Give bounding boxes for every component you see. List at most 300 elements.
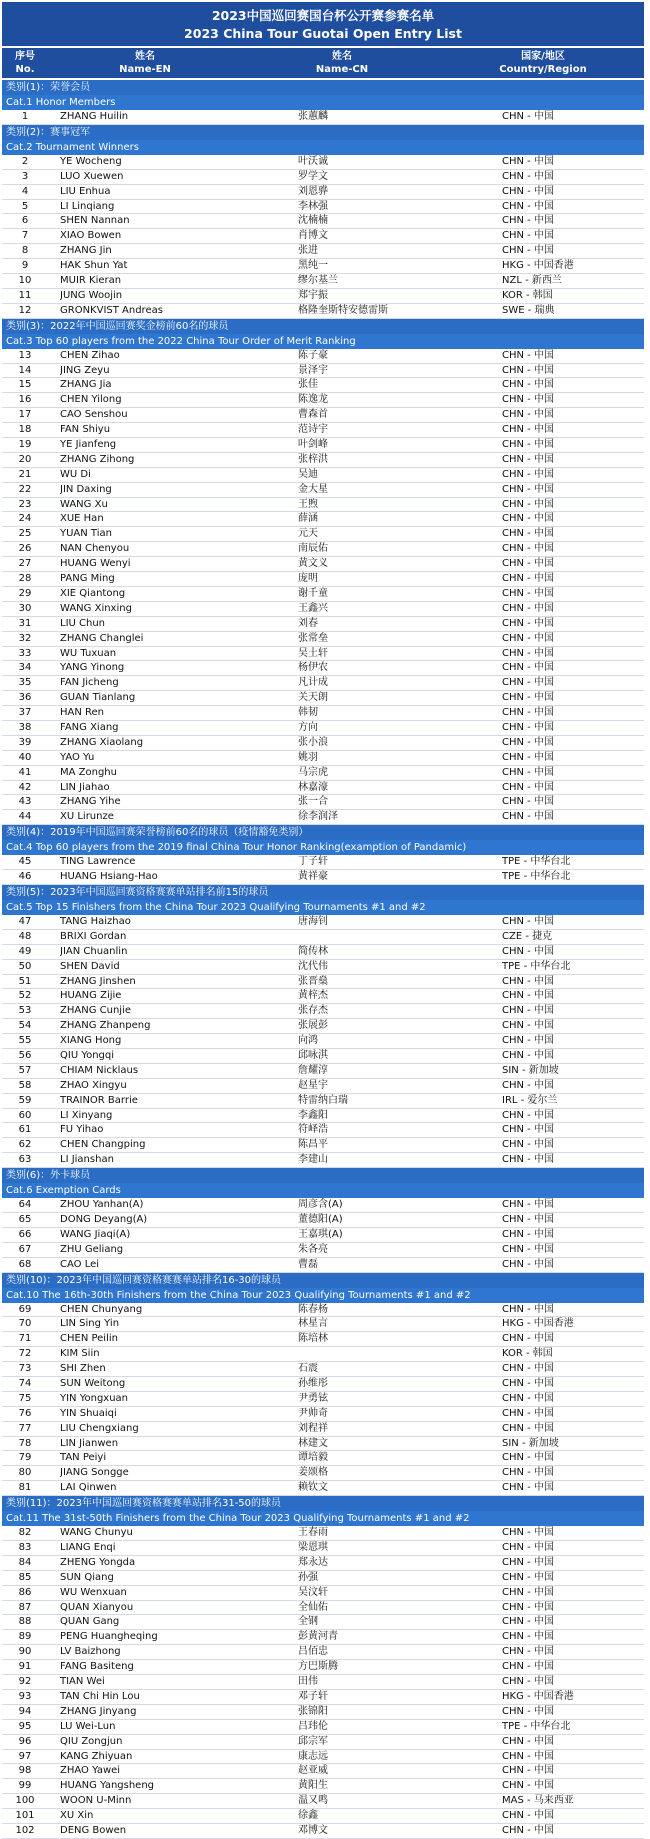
entry-number: 77	[18, 1422, 32, 1434]
player-country: CHN - 中国	[502, 1363, 554, 1375]
player-name-cn: 元天	[298, 527, 478, 541]
player-country: CHN - 中国	[502, 409, 554, 421]
table-row	[2, 572, 644, 587]
player-country: CHN - 中国	[502, 364, 554, 376]
table-row	[2, 766, 644, 781]
player-name-en: WANG Xu	[60, 498, 108, 510]
table-row	[2, 155, 644, 170]
player-name-cn: 林星言	[298, 1317, 478, 1331]
entry-number: 84	[18, 1556, 32, 1568]
table-row	[2, 1675, 644, 1690]
player-country: CHN - 中国	[502, 1571, 554, 1583]
table-row	[2, 498, 644, 513]
table-row	[2, 1451, 644, 1466]
player-country: CHN - 中国	[502, 513, 554, 525]
entry-number: 73	[18, 1363, 32, 1375]
player-name-cn: 邱咏淇	[298, 1049, 478, 1063]
table-row	[2, 185, 644, 200]
player-country: CHN - 中国	[502, 1705, 554, 1717]
category-heading-en: Cat.10 The 16th-30th Finishers from the China Tour 2023 Qualifying Tournaments #1 and #2	[2, 1288, 644, 1303]
player-name-en: WANG Chunyu	[60, 1527, 133, 1539]
player-name-cn: 方向	[298, 721, 478, 735]
player-name-cn: 吴汶轩	[298, 1586, 478, 1600]
table-row	[2, 1004, 644, 1019]
player-country: CHN - 中国	[502, 349, 554, 361]
entry-number: 22	[18, 483, 32, 495]
player-name-cn: 薛涵	[298, 512, 478, 526]
player-name-en: MUIR Kieran	[60, 275, 122, 287]
entry-number: 25	[18, 528, 32, 540]
player-country: CHN - 中国	[502, 1333, 554, 1345]
player-country: CHN - 中国	[502, 736, 554, 748]
table-row	[2, 945, 644, 960]
player-name-cn	[298, 1347, 478, 1361]
player-name-cn: 叶沃诚	[298, 155, 478, 169]
player-name-cn: 杨伊农	[298, 661, 478, 675]
player-country: CHN - 中国	[502, 1214, 554, 1225]
player-country: CHN - 中国	[502, 1616, 554, 1628]
player-name-en: ZHU Geliang	[60, 1243, 124, 1255]
player-name-en: ZHANG Changlei	[60, 632, 144, 644]
player-name-en: TING Lawrence	[60, 856, 136, 868]
entry-number: 62	[18, 1139, 32, 1151]
header-country-cn: 国家/地区	[521, 51, 565, 62]
header-number-cn: 序号	[15, 51, 35, 62]
player-name-en: ZHANG Zhanpeng	[60, 1020, 151, 1032]
entry-number: 9	[21, 260, 29, 272]
player-country: CHN - 中国	[502, 1258, 554, 1270]
player-name-cn: 温又鸣	[298, 1794, 478, 1808]
player-name-en: YAO Yu	[60, 751, 95, 763]
table-row	[2, 289, 644, 304]
player-country: CHN - 中国	[502, 1646, 554, 1658]
table-row	[2, 274, 644, 289]
player-name-en: TIAN Wei	[60, 1676, 105, 1688]
player-name-en: XU Xin	[60, 1810, 94, 1822]
entry-number: 23	[18, 498, 32, 510]
entry-number: 87	[18, 1601, 32, 1613]
player-name-en: FAN Shiyu	[60, 424, 111, 436]
player-name-cn: 景泽宇	[298, 364, 478, 378]
player-name-cn: 陈昌平	[298, 1138, 478, 1152]
player-country: CHN - 中国	[502, 483, 554, 495]
table-row	[2, 1109, 644, 1124]
table-row	[2, 1019, 644, 1034]
player-country: CHN - 中国	[502, 1139, 554, 1151]
player-country: CHN - 中国	[502, 379, 554, 391]
player-name-en: WU Tuxuan	[60, 647, 117, 659]
entry-number: 7	[21, 230, 29, 242]
player-name-cn: 林建文	[298, 1437, 478, 1451]
player-name-cn: 向鸿	[298, 1034, 478, 1048]
table-row	[2, 960, 644, 975]
player-name-en: SUN Qiang	[60, 1571, 114, 1583]
player-country: CHN - 中国	[502, 543, 554, 555]
player-country: CHN - 中国	[502, 498, 554, 510]
table-row	[2, 855, 644, 870]
table-row	[2, 602, 644, 617]
table-row	[2, 691, 644, 706]
player-name-en: HUANG Wenyi	[60, 558, 131, 570]
category-heading-en: Cat.1 Honor Members	[2, 95, 644, 110]
player-name-en: ZHANG Jinshen	[60, 975, 136, 987]
player-name-cn: 姜颂格	[298, 1466, 478, 1480]
table-row	[2, 259, 644, 274]
player-country: CHN - 中国	[502, 439, 554, 451]
entry-number: 86	[18, 1586, 32, 1598]
table-row	[2, 1526, 644, 1541]
entry-number: 96	[18, 1735, 32, 1747]
entry-number: 80	[18, 1467, 32, 1479]
entry-number: 27	[18, 558, 32, 570]
entry-number: 70	[18, 1318, 32, 1330]
player-country: CHN - 中国	[502, 1154, 554, 1166]
category-heading-cn: 类别(10)：2023年中国巡回赛资格赛赛单站排名16-30的球员	[2, 1273, 644, 1288]
player-name-cn: 郑永达	[298, 1556, 478, 1570]
player-country: CHN - 中国	[502, 573, 554, 585]
player-name-en: TRAINOR Barrie	[60, 1094, 138, 1106]
table-row	[2, 1243, 644, 1258]
player-name-cn: 康志远	[298, 1750, 478, 1764]
player-name-cn: 刘程祥	[298, 1422, 478, 1436]
entry-number: 99	[18, 1780, 32, 1792]
player-name-en: HAK Shun Yat	[60, 260, 128, 272]
entry-number: 11	[18, 289, 32, 301]
header-name-cn	[242, 50, 442, 80]
table-row	[2, 1347, 644, 1362]
player-country: MAS - 马来西亚	[502, 1795, 574, 1807]
player-name-en: FANG Basiteng	[60, 1661, 134, 1673]
entry-number: 33	[18, 647, 32, 659]
player-name-en: WANG Jiaqi(A)	[60, 1228, 131, 1240]
table-row	[2, 632, 644, 647]
table-row	[2, 349, 644, 364]
player-country: KOR - 韩国	[502, 1348, 553, 1360]
player-country: SIN - 新加坡	[502, 1064, 559, 1076]
entry-number: 51	[18, 975, 32, 987]
player-name-en: LIN Jianwen	[60, 1437, 119, 1449]
table-row	[2, 1779, 644, 1794]
player-name-cn: 张蕙麟	[298, 110, 478, 124]
table-row	[2, 1138, 644, 1153]
player-name-cn: 刘春	[298, 617, 478, 631]
player-name-cn: 吕玮伦	[298, 1720, 478, 1734]
player-country: CHN - 中国	[502, 1049, 554, 1061]
player-country: CHN - 中国	[502, 945, 554, 957]
player-name-cn: 徐鑫	[298, 1809, 478, 1823]
player-name-en: SHEN David	[60, 960, 120, 972]
player-name-cn: 张展彭	[298, 1019, 478, 1033]
entry-number: 95	[18, 1720, 32, 1732]
player-name-en: BRIXI Gordan	[60, 930, 127, 942]
player-name-cn: 庞明	[298, 572, 478, 586]
player-name-cn: 吴土轩	[298, 647, 478, 661]
player-name-cn: 吕佰忠	[298, 1645, 478, 1659]
table-row	[2, 1690, 644, 1705]
entry-number: 97	[18, 1750, 32, 1762]
table-row	[2, 1332, 644, 1347]
table-row	[2, 647, 644, 662]
player-name-cn: 林嘉濠	[298, 781, 478, 795]
table-row	[2, 1750, 644, 1765]
table-row	[2, 795, 644, 810]
player-name-cn: 简传林	[298, 945, 478, 959]
entry-number: 55	[18, 1035, 32, 1047]
player-name-en: PENG Huangheqing	[60, 1631, 158, 1643]
table-row	[2, 1541, 644, 1556]
category-heading-en: Cat.11 The 31st-50th Finishers from the China Tour 2023 Qualifying Tournaments #1 and #2	[2, 1511, 644, 1526]
entry-number: 58	[18, 1079, 32, 1091]
table-row	[2, 661, 644, 676]
entry-number: 44	[18, 811, 32, 823]
entry-number: 85	[18, 1571, 32, 1583]
player-country: CHN - 中国	[502, 170, 554, 182]
table-row	[2, 1377, 644, 1392]
entry-number: 32	[18, 632, 32, 644]
player-name-en: TANG Haizhao	[60, 915, 131, 927]
player-country: CHN - 中国	[502, 1020, 554, 1032]
header-name-en-cn: 姓名	[135, 51, 155, 62]
entry-number: 1	[21, 111, 29, 122]
header-name-en-en: Name-EN	[119, 64, 171, 75]
player-name-cn: 张进	[298, 244, 478, 258]
entry-number: 59	[18, 1094, 32, 1106]
player-name-en: TAN Peiyi	[60, 1452, 107, 1464]
player-name-cn: 叶剑峰	[298, 438, 478, 452]
entry-number: 4	[21, 185, 29, 197]
entry-number: 66	[18, 1228, 32, 1240]
entry-number: 37	[18, 707, 32, 719]
table-row	[2, 1556, 644, 1571]
player-name-cn: 赵亚威	[298, 1764, 478, 1778]
entry-number: 93	[18, 1690, 32, 1702]
table-row	[2, 453, 644, 468]
player-country: CHN - 中国	[502, 424, 554, 436]
player-country: CHN - 中国	[502, 766, 554, 778]
player-name-cn: 郑宇振	[298, 289, 478, 303]
entry-number: 89	[18, 1631, 32, 1643]
player-name-cn	[298, 930, 478, 944]
player-name-cn: 赵星宇	[298, 1079, 478, 1093]
category-heading-en: Cat.6 Exemption Cards	[2, 1183, 644, 1198]
player-name-cn: 张晋燊	[298, 975, 478, 989]
table-row	[2, 1362, 644, 1377]
player-country: CHN - 中国	[502, 453, 554, 465]
player-name-en: DENG Bowen	[60, 1824, 127, 1836]
entry-table-body	[2, 80, 644, 1839]
player-name-cn: 孙维彤	[298, 1377, 478, 1391]
table-row	[2, 200, 644, 215]
table-row	[2, 1720, 644, 1735]
player-name-cn: 方巴斯腾	[298, 1660, 478, 1674]
entry-number: 78	[18, 1437, 32, 1449]
player-name-cn: 陈子豪	[298, 349, 478, 363]
player-name-en: ZHANG Huilin	[60, 111, 129, 122]
player-country: CHN - 中国	[502, 811, 554, 823]
category-heading-cn: 类别(2)：赛事冠军	[2, 125, 644, 140]
table-row	[2, 304, 644, 319]
entry-number: 90	[18, 1646, 32, 1658]
table-row	[2, 512, 644, 527]
entry-number: 100	[15, 1795, 35, 1807]
player-name-cn: 张常垒	[298, 632, 478, 646]
entry-number: 61	[18, 1124, 32, 1136]
player-name-cn: 谢千童	[298, 587, 478, 601]
title-banner	[2, 2, 644, 46]
player-name-cn: 罗学文	[298, 170, 478, 184]
table-row	[2, 408, 644, 423]
entry-number: 39	[18, 736, 32, 748]
table-row	[2, 1258, 644, 1273]
entry-number: 48	[18, 930, 32, 942]
player-name-cn: 周彦含(A)	[298, 1198, 478, 1212]
table-row	[2, 1481, 644, 1496]
player-name-cn: 全仙佑	[298, 1601, 478, 1615]
player-name-cn: 王春雨	[298, 1526, 478, 1540]
player-name-en: CHIAM Nicklaus	[60, 1064, 139, 1076]
table-row	[2, 1228, 644, 1243]
player-name-en: XU Lirunze	[60, 811, 114, 823]
player-name-cn: 丁子轩	[298, 855, 478, 869]
player-name-cn: 沈楠楠	[298, 214, 478, 228]
player-name-cn: 张存杰	[298, 1004, 478, 1018]
player-name-en: ZHANG Zihong	[60, 453, 135, 465]
entry-number: 101	[15, 1810, 35, 1822]
category-heading-en: Cat.5 Top 15 Finishers from the China Tour 2023 Qualifying Tournaments #1 and #2	[2, 900, 644, 915]
table-row	[2, 229, 644, 244]
player-name-cn: 格隆奎斯特安德雷斯	[298, 304, 478, 318]
player-name-cn: 唐海钊	[298, 915, 478, 929]
player-name-en: SUN Weitong	[60, 1378, 126, 1390]
entry-number: 74	[18, 1378, 32, 1390]
player-name-cn: 张小浪	[298, 736, 478, 750]
table-row	[2, 1392, 644, 1407]
category-heading-en: Cat.2 Tournament Winners	[2, 140, 644, 155]
player-name-cn: 特雷纳白瑞	[298, 1094, 478, 1108]
entry-number: 68	[18, 1258, 32, 1270]
player-name-en: LU Wei-Lun	[60, 1720, 116, 1732]
category-heading-cn: 类别(6)：外卡球员	[2, 1168, 644, 1183]
entry-number: 102	[15, 1824, 35, 1836]
player-name-cn: 梁恩琪	[298, 1541, 478, 1555]
player-country: CHN - 中国	[502, 647, 554, 659]
player-name-en: YUAN Tian	[60, 528, 112, 540]
player-country: CHN - 中国	[502, 1810, 554, 1822]
category-heading-cn: 类别(3)：2022年中国巡回赛奖金榜前60名的球员	[2, 319, 644, 334]
entry-number: 81	[18, 1482, 32, 1494]
table-row	[2, 1034, 644, 1049]
player-country: CHN - 中国	[502, 662, 554, 674]
player-name-cn: 黄梓杰	[298, 989, 478, 1003]
title-english: 2023 China Tour Guotai Open Entry List	[184, 26, 462, 41]
table-row	[2, 1571, 644, 1586]
player-name-en: LI Linqiang	[60, 200, 115, 212]
player-country: NZL - 新西兰	[502, 275, 562, 287]
player-name-cn: 范诗宇	[298, 423, 478, 437]
player-name-cn: 黄文义	[298, 557, 478, 571]
table-row	[2, 214, 644, 229]
category-heading-cn: 类别(11)：2023年中国巡回赛资格赛赛单站排名31-50的球员	[2, 1496, 644, 1511]
player-country: CHN - 中国	[502, 200, 554, 212]
player-country: CHN - 中国	[502, 1735, 554, 1747]
player-country: TPE - 中华台北	[502, 856, 571, 868]
player-name-en: HUANG Yangsheng	[60, 1780, 155, 1792]
table-row	[2, 1705, 644, 1720]
player-name-cn: 谭培毅	[298, 1451, 478, 1465]
table-row	[2, 527, 644, 542]
category-heading-en: Cat.4 Top 60 players from the 2019 final China Tour Honor Ranking(examption of Pandamic)	[2, 840, 644, 855]
entry-number: 31	[18, 617, 32, 629]
table-row	[2, 557, 644, 572]
player-name-cn: 黄祥豪	[298, 870, 478, 884]
player-name-en: QIU Yongqi	[60, 1049, 115, 1061]
player-country: CHN - 中国	[502, 1005, 554, 1017]
player-name-en: CAO Senshou	[60, 409, 128, 421]
player-country: CHN - 中国	[502, 915, 554, 927]
table-row	[2, 1153, 644, 1168]
player-name-cn: 刘恩骅	[298, 185, 478, 199]
player-name-en: GUAN Tianlang	[60, 692, 136, 704]
player-name-en: FANG Xiang	[60, 721, 119, 733]
header-number	[2, 50, 48, 80]
player-name-cn: 詹耀淳	[298, 1064, 478, 1078]
player-name-en: CHEN Changping	[60, 1139, 146, 1151]
player-name-en: XIAO Bowen	[60, 230, 122, 242]
table-row	[2, 1079, 644, 1094]
table-row	[2, 1735, 644, 1750]
entry-number: 75	[18, 1392, 32, 1404]
player-country: CHN - 中国	[502, 677, 554, 689]
player-name-cn: 全钢	[298, 1615, 478, 1629]
entry-number: 10	[18, 275, 32, 287]
player-country: SWE - 瑞典	[502, 304, 555, 316]
player-country: CHN - 中国	[502, 1527, 554, 1539]
player-country: HKG - 中国香港	[502, 260, 574, 272]
header-country-en: Country/Region	[499, 64, 587, 75]
player-country: CHN - 中国	[502, 1422, 554, 1434]
entry-number: 47	[18, 915, 32, 927]
player-name-en: LIU Enhua	[60, 185, 111, 197]
player-country: CHN - 中国	[502, 1124, 554, 1136]
player-country: IRL - 爱尔兰	[502, 1094, 558, 1106]
player-name-cn: 王煦	[298, 498, 478, 512]
category-heading-en: Cat.3 Top 60 players from the 2022 China Tour Order of Merit Ranking	[2, 334, 644, 349]
player-name-en: LI Xinyang	[60, 1109, 113, 1121]
entry-number: 53	[18, 1005, 32, 1017]
table-row	[2, 870, 644, 885]
player-country: CHN - 中国	[502, 245, 554, 257]
player-country: CHN - 中国	[502, 468, 554, 480]
player-country: CHN - 中国	[502, 632, 554, 644]
player-name-en: LAI Qinwen	[60, 1482, 117, 1494]
category-heading-cn: 类别(1)：荣誉会员	[2, 80, 644, 95]
player-country: CHN - 中国	[502, 1676, 554, 1688]
table-row	[2, 1123, 644, 1138]
player-name-en: LIN Sing Yin	[60, 1318, 120, 1330]
player-name-cn: 尹帅奇	[298, 1407, 478, 1421]
entry-number: 82	[18, 1527, 32, 1539]
player-country: CHN - 中国	[502, 111, 554, 122]
entry-number: 14	[18, 364, 32, 376]
entry-number: 35	[18, 677, 32, 689]
entry-number: 65	[18, 1214, 32, 1225]
header-number-en: No.	[15, 64, 35, 75]
entry-number: 56	[18, 1049, 32, 1061]
player-country: CHN - 中国	[502, 1109, 554, 1121]
table-row	[2, 438, 644, 453]
table-header	[2, 48, 644, 78]
player-country: CHN - 中国	[502, 1199, 554, 1211]
